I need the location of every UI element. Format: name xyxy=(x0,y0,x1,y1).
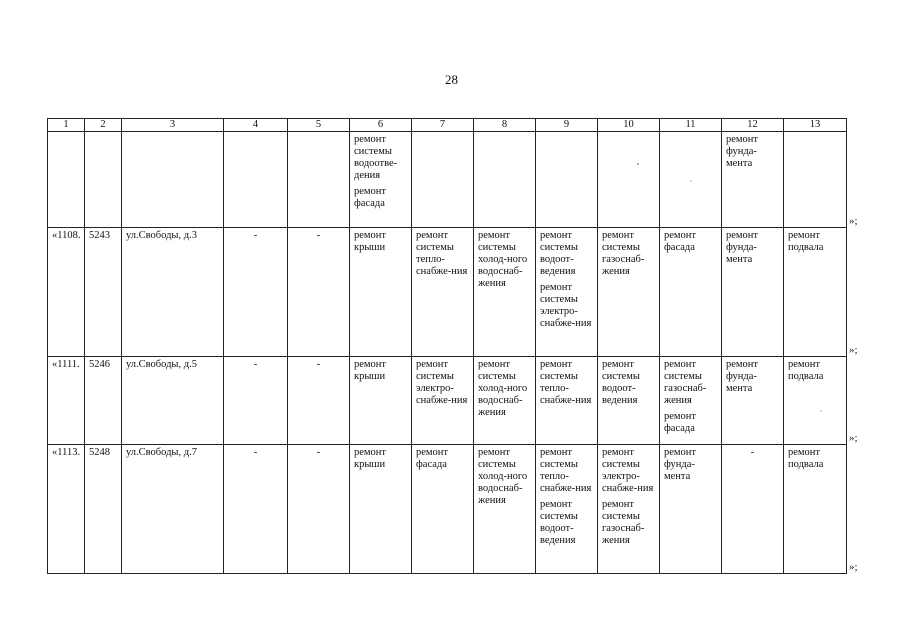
cell-text: ремонт системы водоот-ведения xyxy=(540,230,578,277)
cell-text: ремонт крыши xyxy=(354,447,387,470)
table-cell xyxy=(536,357,598,445)
table-cell xyxy=(288,228,350,357)
cell-text: ремонт системы холод-ного водоснаб-жения xyxy=(478,359,528,418)
table-row xyxy=(48,357,847,445)
cell-text: ул.Свободы, д.7 xyxy=(126,447,197,458)
cell-text: ремонт подвала xyxy=(788,359,824,382)
row-end-mark: »; xyxy=(849,215,858,227)
table-cell xyxy=(350,228,412,357)
cell-text: ремонт системы холод-ного водоснаб-жения xyxy=(478,230,528,289)
table-row xyxy=(48,132,847,228)
cell-text: - xyxy=(316,230,321,241)
cell-text: ремонт системы газоснаб-жения xyxy=(602,499,645,546)
table-cell xyxy=(350,132,412,228)
cell-text: ремонт системы холод-ного водоснаб-жения xyxy=(478,447,528,506)
table-cell xyxy=(784,357,847,445)
cell-text: ремонт системы электро-снабже-ния xyxy=(540,282,592,329)
scan-speck xyxy=(637,163,639,165)
table-cell xyxy=(474,132,536,228)
cell-text: 5248 xyxy=(89,447,110,458)
table-cell xyxy=(784,445,847,574)
table-cell xyxy=(598,445,660,574)
cell-text: «1111. xyxy=(52,359,80,370)
table-row xyxy=(48,228,847,357)
column-header: 3 xyxy=(122,119,224,132)
column-header: 2 xyxy=(85,119,122,132)
table-cell xyxy=(122,445,224,574)
table-cell xyxy=(536,228,598,357)
table-cell xyxy=(224,357,288,445)
cell-text: ремонт системы газоснаб-жения xyxy=(664,359,707,406)
table-cell xyxy=(350,445,412,574)
cell-text: ремонт крыши xyxy=(354,359,387,382)
cell-text: ремонт системы тепло-снабже-ния xyxy=(540,359,592,406)
table-cell xyxy=(474,357,536,445)
cell-text: ремонт системы водоот-ведения xyxy=(540,499,578,546)
cell-text: ремонт системы водоот-ведения xyxy=(602,359,640,406)
cell-text: - xyxy=(253,230,258,241)
table-cell xyxy=(48,228,85,357)
table-cell xyxy=(412,228,474,357)
cell-text: ремонт фунда-мента xyxy=(726,134,759,169)
table-cell xyxy=(85,132,122,228)
column-header: 5 xyxy=(288,119,350,132)
table-cell xyxy=(288,357,350,445)
cell-text: ремонт фасада xyxy=(354,186,387,209)
cell-text: ремонт фунда-мента xyxy=(726,359,759,394)
column-header: 10 xyxy=(598,119,660,132)
table-cell xyxy=(85,228,122,357)
cell-text: ремонт подвала xyxy=(788,447,824,470)
table-cell xyxy=(660,228,722,357)
schedule-table xyxy=(47,118,847,574)
table-cell xyxy=(660,357,722,445)
table-cell xyxy=(722,357,784,445)
table-cell xyxy=(598,357,660,445)
scan-speck xyxy=(690,180,692,182)
cell-text: 5246 xyxy=(89,359,110,370)
row-end-mark: »; xyxy=(849,432,858,444)
cell-text: ул.Свободы, д.5 xyxy=(126,359,197,370)
cell-text: ремонт фасада xyxy=(664,411,697,434)
table-cell xyxy=(48,445,85,574)
cell-text: ремонт системы газоснаб-жения xyxy=(602,230,645,277)
cell-text: - xyxy=(316,447,321,458)
cell-text: - xyxy=(253,447,258,458)
cell-text: ремонт фунда-мента xyxy=(664,447,697,482)
table-cell xyxy=(122,357,224,445)
column-header: 7 xyxy=(412,119,474,132)
table-cell xyxy=(722,132,784,228)
table-cell xyxy=(536,445,598,574)
table-cell xyxy=(598,228,660,357)
column-header: 13 xyxy=(784,119,847,132)
table-cell xyxy=(412,357,474,445)
table-cell xyxy=(474,445,536,574)
cell-text: ремонт фунда-мента xyxy=(726,230,759,265)
column-header: 11 xyxy=(660,119,722,132)
cell-text: ремонт фасада xyxy=(416,447,449,470)
column-header: 8 xyxy=(474,119,536,132)
cell-text: - xyxy=(750,447,755,458)
cell-text: «1108. xyxy=(52,230,81,241)
table-cell xyxy=(350,357,412,445)
table-cell xyxy=(412,445,474,574)
table-cell xyxy=(122,228,224,357)
table-cell xyxy=(784,132,847,228)
table-cell xyxy=(474,228,536,357)
table-cell xyxy=(722,228,784,357)
cell-text: ремонт системы электро-снабже-ния xyxy=(416,359,468,406)
row-end-mark: »; xyxy=(849,344,858,356)
cell-text: - xyxy=(253,359,258,370)
table-cell xyxy=(48,357,85,445)
table-cell xyxy=(288,445,350,574)
cell-text: ремонт системы водоотве-дения xyxy=(354,134,398,181)
column-header: 4 xyxy=(224,119,288,132)
table-cell xyxy=(224,132,288,228)
table-cell xyxy=(598,132,660,228)
cell-text: ремонт системы тепло-снабже-ния xyxy=(416,230,468,277)
table-cell xyxy=(85,357,122,445)
table-cell xyxy=(224,445,288,574)
cell-text: - xyxy=(316,359,321,370)
table-cell xyxy=(412,132,474,228)
cell-text: ремонт крыши xyxy=(354,230,387,253)
table-cell xyxy=(224,228,288,357)
cell-text: ремонт системы электро-снабже-ния xyxy=(602,447,654,494)
page-number: 28 xyxy=(445,72,458,87)
column-header: 1 xyxy=(48,119,85,132)
cell-text: ремонт фасада xyxy=(664,230,697,253)
cell-text: ул.Свободы, д.3 xyxy=(126,230,197,241)
cell-text: ремонт системы тепло-снабже-ния xyxy=(540,447,592,494)
cell-text: ремонт подвала xyxy=(788,230,824,253)
table-cell xyxy=(722,445,784,574)
cell-text: «1113. xyxy=(52,447,81,458)
cell-text: 5243 xyxy=(89,230,110,241)
table-cell xyxy=(122,132,224,228)
column-header: 6 xyxy=(350,119,412,132)
table-row xyxy=(48,445,847,574)
table-cell xyxy=(660,445,722,574)
table-cell xyxy=(288,132,350,228)
table-cell xyxy=(784,228,847,357)
column-header: 12 xyxy=(722,119,784,132)
header-row xyxy=(48,119,847,132)
scan-speck xyxy=(820,410,822,412)
row-end-mark: »; xyxy=(849,561,858,573)
table-cell xyxy=(536,132,598,228)
column-header: 9 xyxy=(536,119,598,132)
table-cell xyxy=(48,132,85,228)
table-cell xyxy=(85,445,122,574)
